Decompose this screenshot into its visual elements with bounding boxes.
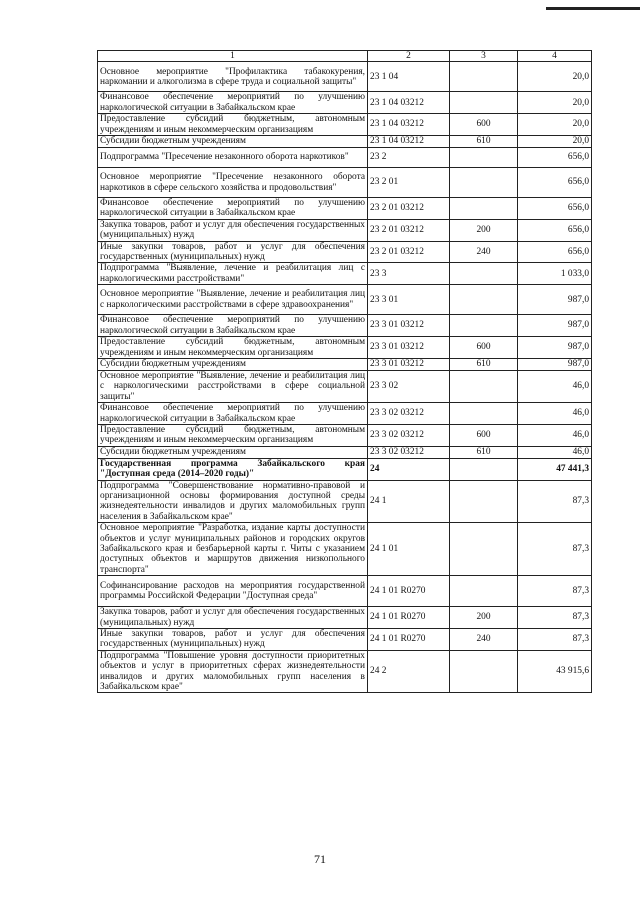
table-row xyxy=(98,607,592,629)
row-name-cell: Софинансирование расходов на мероприятия государственной программы Российской Федерации "Доступная среда" xyxy=(98,576,368,607)
table-row xyxy=(98,358,592,370)
row-amount-cell: 656,0 xyxy=(518,168,592,198)
row-name-cell: Основное мероприятие "Профилактика табакокурения, наркомании и алкоголизма в сфере труда и социальной защиты" xyxy=(98,62,368,92)
table-row xyxy=(98,241,592,263)
table-row xyxy=(98,424,592,446)
row-amount-cell: 987,0 xyxy=(518,285,592,315)
table-row xyxy=(98,315,592,337)
row-type-cell: 200 xyxy=(450,219,518,241)
row-amount-cell: 656,0 xyxy=(518,219,592,241)
row-name-cell: Закупка товаров, работ и услуг для обеспечения государственных (муниципальных) нужд xyxy=(98,219,368,241)
row-name-cell: Основное мероприятие "Разработка, издание карты доступности объектов и услуг муниципальных районов и городских округов Забайкальского края и безбарьерной карты г. Читы с указанием доступных объектов и маршрутов движения низкопольного транспорта" xyxy=(98,523,368,576)
row-type-cell: 600 xyxy=(450,424,518,446)
table-row xyxy=(98,168,592,198)
page-number: 71 xyxy=(314,852,326,866)
row-code-cell: 23 1 04 03212 xyxy=(368,136,450,148)
row-amount-cell: 987,0 xyxy=(518,337,592,359)
row-code-cell: 24 1 01 R0270 xyxy=(368,576,450,607)
row-name-cell: Финансовое обеспечение мероприятий по улучшению наркологической ситуации в Забайкальском крае xyxy=(98,92,368,114)
row-code-cell: 23 1 04 03212 xyxy=(368,114,450,136)
row-code-cell: 23 2 01 03212 xyxy=(368,241,450,263)
row-code-cell: 23 3 01 03212 xyxy=(368,358,450,370)
row-code-cell: 23 3 01 03212 xyxy=(368,337,450,359)
row-type-cell xyxy=(450,92,518,114)
row-code-cell: 23 3 xyxy=(368,263,450,285)
row-amount-cell: 20,0 xyxy=(518,92,592,114)
row-name-cell: Основное мероприятие "Пресечение незаконного оборота наркотиков в сфере сельского хозяйства и продовольствия" xyxy=(98,168,368,198)
row-code-cell: 23 3 01 03212 xyxy=(368,315,450,337)
row-type-cell xyxy=(450,523,518,576)
row-amount-cell: 87,3 xyxy=(518,607,592,629)
row-type-cell: 240 xyxy=(450,629,518,651)
row-type-cell xyxy=(450,148,518,168)
row-type-cell: 200 xyxy=(450,607,518,629)
table-row xyxy=(98,114,592,136)
column-number-3: 3 xyxy=(450,51,518,62)
table-row xyxy=(98,263,592,285)
row-amount-cell: 20,0 xyxy=(518,114,592,136)
row-amount-cell: 656,0 xyxy=(518,198,592,220)
row-type-cell xyxy=(450,285,518,315)
table-row xyxy=(98,198,592,220)
table-row xyxy=(98,219,592,241)
table-row xyxy=(98,523,592,576)
row-amount-cell: 656,0 xyxy=(518,148,592,168)
row-name-cell: Иные закупки товаров, работ и услуг для обеспечения государственных (муниципальных) нужд xyxy=(98,629,368,651)
row-code-cell: 23 3 02 03212 xyxy=(368,424,450,446)
row-name-cell: Основное мероприятие "Выявление, лечение и реабилитация лиц с наркологическими расстройствами в сфере здравоохранения" xyxy=(98,285,368,315)
row-type-cell: 610 xyxy=(450,136,518,148)
row-amount-cell: 20,0 xyxy=(518,136,592,148)
scan-edge-mark xyxy=(546,7,640,10)
row-type-cell: 240 xyxy=(450,241,518,263)
row-amount-cell: 43 915,6 xyxy=(518,650,592,693)
table-row xyxy=(98,337,592,359)
table-row xyxy=(98,62,592,92)
table-row xyxy=(98,629,592,651)
row-type-cell xyxy=(450,650,518,693)
table-row xyxy=(98,576,592,607)
row-code-cell: 23 2 01 03212 xyxy=(368,219,450,241)
row-amount-cell: 46,0 xyxy=(518,403,592,425)
row-type-cell xyxy=(450,370,518,402)
row-type-cell xyxy=(450,576,518,607)
row-type-cell: 610 xyxy=(450,446,518,458)
row-name-cell: Субсидии бюджетным учреждениям xyxy=(98,136,368,148)
row-name-cell: Государственная программа Забайкальского края "Доступная среда (2014–2020 годы)" xyxy=(98,458,368,480)
row-amount-cell: 87,3 xyxy=(518,629,592,651)
row-amount-cell: 87,3 xyxy=(518,480,592,523)
table-row xyxy=(98,285,592,315)
row-name-cell: Подпрограмма "Совершенствование нормативно-правовой и организационной основы формирования доступной среды жизнедеятельности инвалидов и других маломобильных групп населения в Забайкальском крае" xyxy=(98,480,368,523)
column-number-row xyxy=(98,51,592,62)
row-amount-cell: 46,0 xyxy=(518,446,592,458)
row-type-cell: 600 xyxy=(450,114,518,136)
row-code-cell: 24 1 xyxy=(368,480,450,523)
row-code-cell: 23 2 01 03212 xyxy=(368,198,450,220)
row-code-cell: 24 1 01 xyxy=(368,523,450,576)
row-code-cell: 23 3 02 03212 xyxy=(368,403,450,425)
table-row xyxy=(98,403,592,425)
row-amount-cell: 656,0 xyxy=(518,241,592,263)
row-name-cell: Финансовое обеспечение мероприятий по улучшению наркологической ситуации в Забайкальском крае xyxy=(98,315,368,337)
table-row xyxy=(98,370,592,402)
row-code-cell: 24 1 01 R0270 xyxy=(368,629,450,651)
row-amount-cell: 1 033,0 xyxy=(518,263,592,285)
table-row xyxy=(98,92,592,114)
row-name-cell: Субсидии бюджетным учреждениям xyxy=(98,446,368,458)
row-amount-cell: 46,0 xyxy=(518,424,592,446)
row-type-cell xyxy=(450,458,518,480)
row-name-cell: Подпрограмма "Пресечение незаконного оборота наркотиков" xyxy=(98,148,368,168)
row-code-cell: 24 2 xyxy=(368,650,450,693)
table-row xyxy=(98,136,592,148)
row-amount-cell: 20,0 xyxy=(518,62,592,92)
table-row xyxy=(98,148,592,168)
budget-table xyxy=(97,50,592,693)
row-code-cell: 23 1 04 03212 xyxy=(368,92,450,114)
row-code-cell: 23 3 01 xyxy=(368,285,450,315)
row-type-cell xyxy=(450,315,518,337)
column-number-2: 2 xyxy=(368,51,450,62)
row-code-cell: 24 1 01 R0270 xyxy=(368,607,450,629)
row-amount-cell: 987,0 xyxy=(518,315,592,337)
table-row xyxy=(98,458,592,480)
row-name-cell: Предоставление субсидий бюджетным, автономным учреждениям и иным некоммерческим организациям xyxy=(98,114,368,136)
row-type-cell xyxy=(450,62,518,92)
row-type-cell: 610 xyxy=(450,358,518,370)
row-code-cell: 24 xyxy=(368,458,450,480)
column-number-4: 4 xyxy=(518,51,592,62)
row-type-cell: 600 xyxy=(450,337,518,359)
row-name-cell: Иные закупки товаров, работ и услуг для обеспечения государственных (муниципальных) нужд xyxy=(98,241,368,263)
row-name-cell: Предоставление субсидий бюджетным, автономным учреждениям и иным некоммерческим организациям xyxy=(98,337,368,359)
row-type-cell xyxy=(450,480,518,523)
row-name-cell: Основное мероприятие "Выявление, лечение и реабилитация лиц с наркологическими расстройствами в сфере социальной защиты" xyxy=(98,370,368,402)
column-number-1: 1 xyxy=(98,51,368,62)
row-name-cell: Предоставление субсидий бюджетным, автономным учреждениям и иным некоммерческим организациям xyxy=(98,424,368,446)
row-name-cell: Подпрограмма "Выявление, лечение и реабилитация лиц с наркологическими расстройствами" xyxy=(98,263,368,285)
row-name-cell: Закупка товаров, работ и услуг для обеспечения государственных (муниципальных) нужд xyxy=(98,607,368,629)
row-name-cell: Подпрограмма "Повышение уровня доступности приоритетных объектов и услуг в приоритетных сферах жизнедеятельности инвалидов и других маломобильных групп населения в Забайкальском крае" xyxy=(98,650,368,693)
row-amount-cell: 87,3 xyxy=(518,523,592,576)
row-code-cell: 23 1 04 xyxy=(368,62,450,92)
row-code-cell: 23 2 xyxy=(368,148,450,168)
row-code-cell: 23 2 01 xyxy=(368,168,450,198)
row-amount-cell: 987,0 xyxy=(518,358,592,370)
table-row xyxy=(98,650,592,693)
row-amount-cell: 46,0 xyxy=(518,370,592,402)
row-type-cell xyxy=(450,198,518,220)
row-type-cell xyxy=(450,168,518,198)
row-code-cell: 23 3 02 03212 xyxy=(368,446,450,458)
row-amount-cell: 47 441,3 xyxy=(518,458,592,480)
table-row xyxy=(98,446,592,458)
row-name-cell: Финансовое обеспечение мероприятий по улучшению наркологической ситуации в Забайкальском крае xyxy=(98,403,368,425)
row-code-cell: 23 3 02 xyxy=(368,370,450,402)
table-row xyxy=(98,480,592,523)
row-type-cell xyxy=(450,263,518,285)
row-name-cell: Финансовое обеспечение мероприятий по улучшению наркологической ситуации в Забайкальском крае xyxy=(98,198,368,220)
row-type-cell xyxy=(450,403,518,425)
budget-table-body xyxy=(98,51,592,693)
row-amount-cell: 87,3 xyxy=(518,576,592,607)
row-name-cell: Субсидии бюджетным учреждениям xyxy=(98,358,368,370)
